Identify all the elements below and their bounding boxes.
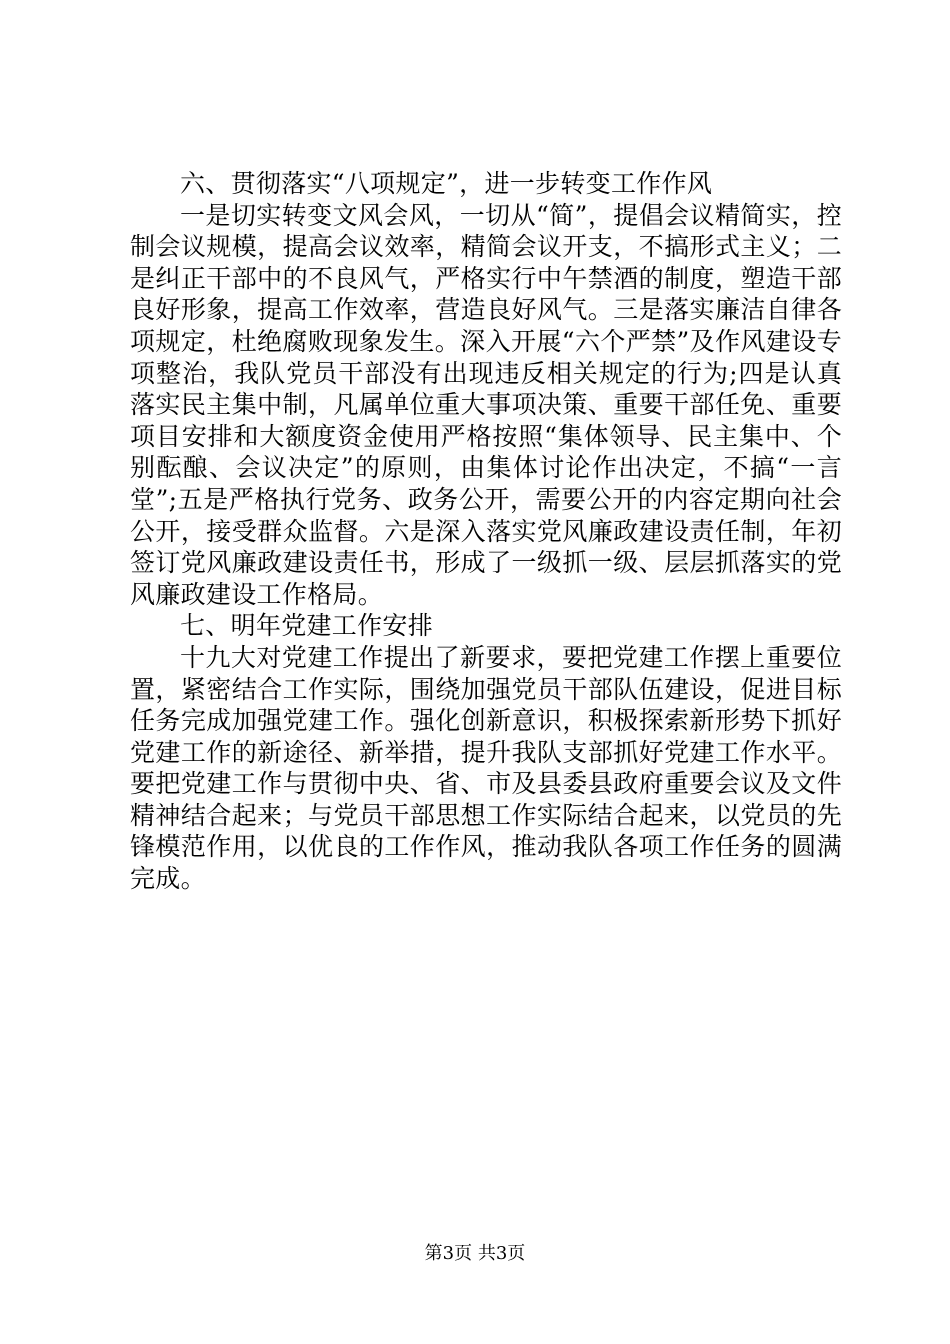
section-heading-6: 六、贯彻落实“八项规定”，进一步转变工作作风 bbox=[180, 169, 713, 198]
section-heading-7: 七、明年党建工作安排 bbox=[180, 611, 434, 641]
paragraph-section-7: 十九大对党建工作提出了新要求，要把党建工作摆上重要位置，紧密结合工作实际，围绕加强党员干部队伍建设，促进目标任务完成加强党建工作。强化创新意识，积极探索新形势下抓好党建工作的新途径、新举措，提升我队支部抓好党建工作水平。要把党建工作与贯彻中央、省、市及县委县政府重要会议及文件精神结合起来；与党员干部思想工作实际结合起来，以党员的先锋模范作用，以优良的工作作风，推动我队各项工作任务的圆满完成。 bbox=[130, 642, 842, 894]
page-number-footer: 第3页 共3页 bbox=[424, 1243, 526, 1264]
document-body bbox=[130, 168, 842, 895]
paragraph-section-6: 一是切实转变文风会风，一切从“简”，提倡会议精简实，控制会议规模，提高会议效率，精简会议开支，不搞形式主义；二是纠正干部中的不良风气，严格实行中午禁酒的制度，塑造干部良好形象，提高工作效率，营造良好风气。三是落实廉洁自律各项规定，杜绝腐败现象发生。深入开展“六个严禁”及作风建设专项整治，我队党员干部没有出现违反相关规定的行为;四是认真落实民主集中制，凡属单位重大事项决策、重要干部任免、重要项目安排和大额度资金使用严格按照“集体领导、民主集中、个别酝酿、会议决定”的原则，由集体讨论作出决定，不搞“一言堂”;五是严格执行党务、政务公开，需要公开的内容定期向社会公开，接受群众监督。六是深入落实党风廉政建设责任制，年初签订党风廉政建设责任书，形成了一级抓一级、层层抓落实的党风廉政建设工作格局。 bbox=[130, 200, 842, 609]
